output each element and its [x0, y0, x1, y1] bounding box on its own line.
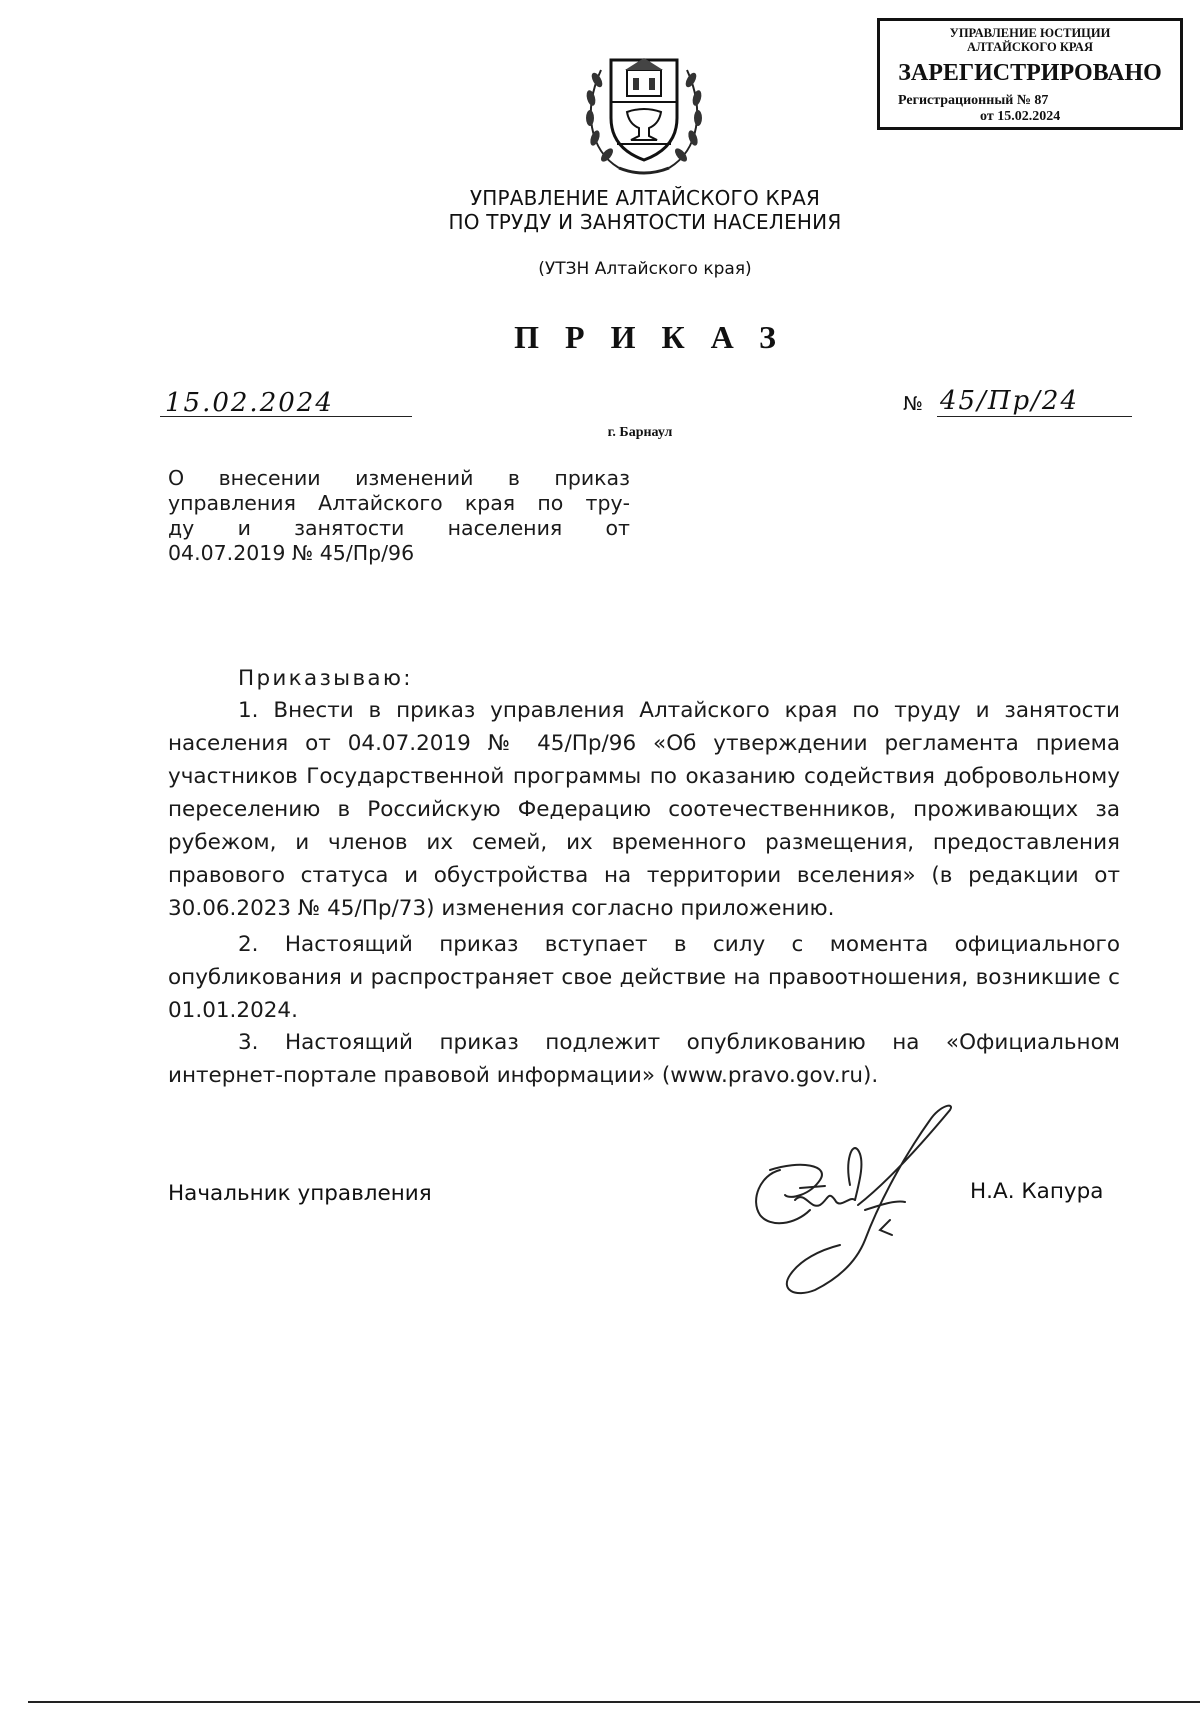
order-item-1-text: 1. Внести в приказ управления Алтайского края по труду и занятости населения от 04.07.2019 № 45/Пр/96 «Об утверждении регламента приема участников Государственной программы по оказанию содействия добровольному переселению в Российскую Федерацию соотечественников, проживающих за рубежом, и членов их семей, их временного размещения, предоставления правового статуса и обустройства на территории вселения» (в редакции от 30.06.2023 № 45/Пр/73) изменения согласно приложению. — [168, 698, 1120, 921]
scan-edge-line — [28, 1701, 1200, 1703]
number-underline — [937, 416, 1132, 417]
handwritten-date: 15.02.2024 — [165, 388, 334, 418]
order-item-3-text: 3. Настоящий приказ подлежит опубликованию на «Официальном интернет-портале правовой информации» (www.pravo.gov.ru). — [168, 1030, 1120, 1088]
stamp-authority-line1: УПРАВЛЕНИЕ ЮСТИЦИИ — [949, 26, 1111, 40]
order-item-2 — [168, 928, 1120, 1027]
subject-line-3: ду и занятости населения от — [168, 516, 630, 540]
subject-line-2: управления Алтайского края по тру- — [168, 491, 630, 515]
order-subject — [168, 466, 630, 566]
city: г. Барнаул — [607, 425, 673, 440]
stamp-registration-number: Регистрационный № 87 — [898, 93, 1049, 108]
stamp-authority-line2: АЛТАЙСКОГО КРАЯ — [967, 40, 1093, 54]
subject-line-1: О внесении изменений в приказ — [168, 466, 630, 490]
document-type-title: ПРИКАЗ — [514, 319, 802, 355]
stamp-title: ЗАРЕГИСТРИРОВАНО — [898, 60, 1162, 86]
organization-name-line1: УПРАВЛЕНИЕ АЛТАЙСКОГО КРАЯ — [469, 186, 821, 210]
decree-word: Приказываю: — [238, 666, 413, 691]
number-sign: № — [903, 393, 923, 415]
date-underline — [160, 416, 412, 417]
order-item-1 — [168, 694, 1120, 925]
handwritten-signature-icon — [740, 1100, 970, 1300]
order-item-2-text: 2. Настоящий приказ вступает в силу с момента официального опубликования и распространяет свое действие на правоотношения, возникшие с 01.01.2024. — [168, 932, 1120, 1023]
altai-krai-coat-of-arms-icon — [579, 40, 709, 180]
stamp-registration-date: от 15.02.2024 — [980, 109, 1061, 124]
organization-short-name: (УТЗН Алтайского края) — [538, 259, 752, 279]
signatory-name: Н.А. Капура — [970, 1179, 1104, 1204]
organization-name-line2: ПО ТРУДУ И ЗАНЯТОСТИ НАСЕЛЕНИЯ — [448, 210, 842, 234]
handwritten-document-number: 45/Пр/24 — [940, 386, 1080, 416]
registration-stamp — [877, 18, 1183, 130]
subject-line-4: 04.07.2019 № 45/Пр/96 — [168, 541, 415, 565]
order-item-3 — [168, 1026, 1120, 1092]
signatory-position: Начальник управления — [168, 1181, 432, 1206]
